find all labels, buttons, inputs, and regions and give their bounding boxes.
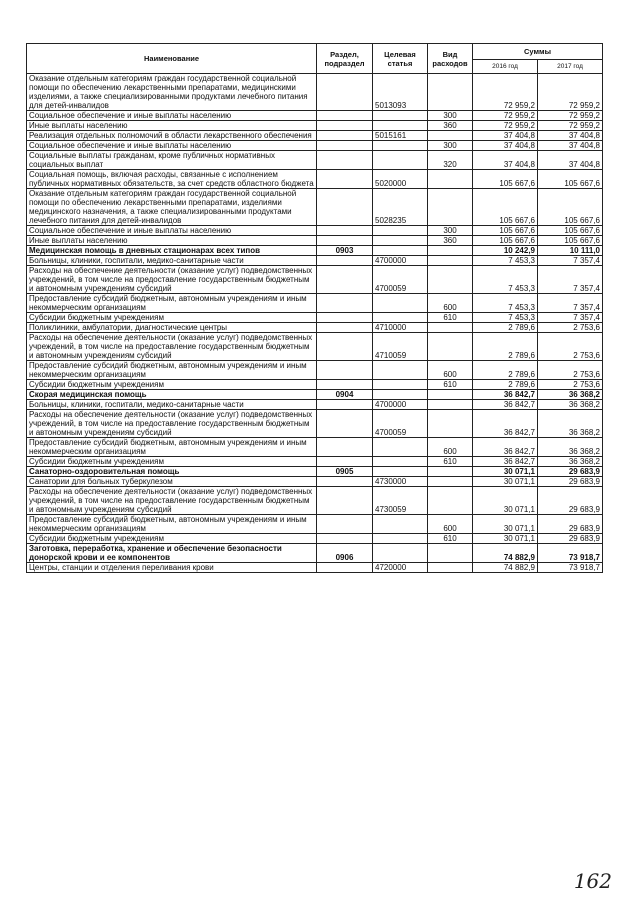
cell-2017: 10 111,0 (538, 246, 603, 256)
cell-kind: 600 (428, 438, 473, 457)
cell-2016: 7 453,3 (473, 256, 538, 266)
cell-2016: 37 404,8 (473, 141, 538, 151)
cell-kind: 600 (428, 294, 473, 313)
cell-name: Санаторно-оздоровительная помощь (27, 467, 317, 477)
cell-target (373, 457, 428, 467)
cell-kind (428, 323, 473, 333)
table-row (27, 563, 603, 573)
cell-section: 0903 (317, 246, 373, 256)
cell-section (317, 121, 373, 131)
table-row (27, 246, 603, 256)
cell-section (317, 294, 373, 313)
table-row (27, 438, 603, 457)
cell-2016: 7 453,3 (473, 266, 538, 294)
cell-2017: 73 918,7 (538, 544, 603, 563)
cell-target (373, 361, 428, 380)
cell-name: Иные выплаты населению (27, 121, 317, 131)
cell-2017: 2 753,6 (538, 333, 603, 361)
cell-kind (428, 467, 473, 477)
cell-2017: 29 683,9 (538, 487, 603, 515)
cell-2017: 36 368,2 (538, 400, 603, 410)
cell-2017: 36 368,2 (538, 457, 603, 467)
cell-kind: 610 (428, 534, 473, 544)
cell-kind (428, 563, 473, 573)
cell-2017: 29 683,9 (538, 515, 603, 534)
cell-2016: 30 071,1 (473, 515, 538, 534)
cell-kind (428, 246, 473, 256)
table-row (27, 256, 603, 266)
table-row (27, 111, 603, 121)
cell-section (317, 141, 373, 151)
col-section-header: Раздел, подраздел (317, 44, 373, 74)
table-row (27, 236, 603, 246)
cell-2017: 2 753,6 (538, 380, 603, 390)
cell-target (373, 313, 428, 323)
cell-section (317, 410, 373, 438)
cell-2017: 105 667,6 (538, 226, 603, 236)
cell-kind: 610 (428, 380, 473, 390)
cell-2016: 30 071,1 (473, 477, 538, 487)
cell-2016: 2 789,6 (473, 323, 538, 333)
cell-target (373, 515, 428, 534)
cell-name: Медицинская помощь в дневных стационарах всех типов (27, 246, 317, 256)
table-body (27, 74, 603, 573)
cell-2017: 72 959,2 (538, 74, 603, 111)
cell-name: Предоставление субсидий бюджетным, автономным учреждениям и иным некоммерческим организациям (27, 515, 317, 534)
cell-section (317, 515, 373, 534)
cell-kind (428, 74, 473, 111)
cell-2016: 10 242,9 (473, 246, 538, 256)
cell-kind (428, 256, 473, 266)
cell-2016: 105 667,6 (473, 189, 538, 226)
cell-kind: 610 (428, 313, 473, 323)
table-header (27, 44, 603, 74)
cell-target (373, 236, 428, 246)
cell-name: Больницы, клиники, госпитали, медико-санитарные части (27, 400, 317, 410)
cell-target (373, 534, 428, 544)
cell-2016: 105 667,6 (473, 236, 538, 246)
cell-kind: 360 (428, 236, 473, 246)
cell-kind (428, 131, 473, 141)
table-row (27, 226, 603, 236)
cell-target: 4700059 (373, 266, 428, 294)
cell-target: 5015161 (373, 131, 428, 141)
cell-kind: 300 (428, 111, 473, 121)
cell-2017: 105 667,6 (538, 170, 603, 189)
cell-2017: 37 404,8 (538, 131, 603, 141)
cell-name: Социальные выплаты гражданам, кроме публичных нормативных социальных выплат (27, 151, 317, 170)
cell-2017: 29 683,9 (538, 467, 603, 477)
table-row (27, 74, 603, 111)
cell-name: Оказание отдельным категориям граждан государственной социальной помощи по обеспечению лекарственными препаратами, медицинскими изделиями, а также специализированными продуктами лечебного питания для детей-инвалидов (27, 74, 317, 111)
cell-target (373, 390, 428, 400)
table-row (27, 121, 603, 131)
col-target-header: Целевая статья (373, 44, 428, 74)
table-row (27, 151, 603, 170)
cell-target: 4730059 (373, 487, 428, 515)
cell-2016: 7 453,3 (473, 313, 538, 323)
cell-2016: 2 789,6 (473, 380, 538, 390)
cell-name: Расходы на обеспечение деятельности (оказание услуг) подведомственных учреждений, в том числе на предоставление государственным бюджетным и автономным учреждениям субсидий (27, 333, 317, 361)
cell-kind: 300 (428, 226, 473, 236)
cell-section (317, 487, 373, 515)
table-row (27, 131, 603, 141)
cell-2016: 36 842,7 (473, 438, 538, 457)
cell-name: Поликлиники, амбулатории, диагностические центры (27, 323, 317, 333)
cell-name: Социальная помощь, включая расходы, связанные с исполнением публичных нормативных обязательств, за счет средств областного бюджета (27, 170, 317, 189)
cell-kind (428, 400, 473, 410)
cell-target (373, 294, 428, 313)
col-2016-header: 2016 год (473, 60, 538, 74)
cell-kind: 610 (428, 457, 473, 467)
cell-2017: 2 753,6 (538, 323, 603, 333)
cell-2016: 72 959,2 (473, 111, 538, 121)
cell-kind: 360 (428, 121, 473, 131)
cell-kind (428, 170, 473, 189)
cell-2016: 2 789,6 (473, 361, 538, 380)
cell-2017: 2 753,6 (538, 361, 603, 380)
cell-kind: 320 (428, 151, 473, 170)
cell-name: Субсидии бюджетным учреждениям (27, 313, 317, 323)
cell-2017: 72 959,2 (538, 111, 603, 121)
cell-name: Субсидии бюджетным учреждениям (27, 534, 317, 544)
table-row (27, 170, 603, 189)
table-row (27, 400, 603, 410)
cell-target: 5028235 (373, 189, 428, 226)
table-row (27, 361, 603, 380)
cell-name: Предоставление субсидий бюджетным, автономным учреждениям и иным некоммерческим организациям (27, 294, 317, 313)
table-row (27, 266, 603, 294)
cell-target (373, 467, 428, 477)
cell-name: Реализация отдельных полномочий в области лекарственного обеспечения (27, 131, 317, 141)
cell-kind: 600 (428, 515, 473, 534)
cell-target (373, 111, 428, 121)
cell-target (373, 544, 428, 563)
cell-target: 4710059 (373, 333, 428, 361)
table-row (27, 457, 603, 467)
cell-2016: 37 404,8 (473, 131, 538, 141)
cell-section: 0906 (317, 544, 373, 563)
cell-2017: 7 357,4 (538, 294, 603, 313)
cell-section (317, 266, 373, 294)
table-row (27, 487, 603, 515)
table-row (27, 141, 603, 151)
cell-name: Социальное обеспечение и иные выплаты населению (27, 141, 317, 151)
cell-name: Расходы на обеспечение деятельности (оказание услуг) подведомственных учреждений, в том числе на предоставление государственным бюджетным и автономным учреждениям субсидий (27, 266, 317, 294)
cell-name: Иные выплаты населению (27, 236, 317, 246)
table-row (27, 313, 603, 323)
table-row (27, 534, 603, 544)
col-2017-header: 2017 год (538, 60, 603, 74)
cell-kind (428, 410, 473, 438)
cell-target: 4700059 (373, 410, 428, 438)
cell-section (317, 236, 373, 246)
cell-kind (428, 333, 473, 361)
page-number: 162 (573, 869, 612, 893)
cell-target (373, 246, 428, 256)
cell-name: Центры, станции и отделения переливания крови (27, 563, 317, 573)
cell-target: 4700000 (373, 256, 428, 266)
cell-name: Расходы на обеспечение деятельности (оказание услуг) подведомственных учреждений, в том числе на предоставление государственным бюджетным и автономным учреждениям субсидий (27, 487, 317, 515)
cell-section (317, 131, 373, 141)
cell-name: Субсидии бюджетным учреждениям (27, 457, 317, 467)
cell-2016: 74 882,9 (473, 544, 538, 563)
table-row (27, 410, 603, 438)
cell-section (317, 477, 373, 487)
cell-2016: 2 789,6 (473, 333, 538, 361)
cell-2016: 7 453,3 (473, 294, 538, 313)
cell-section (317, 400, 373, 410)
cell-name: Предоставление субсидий бюджетным, автономным учреждениям и иным некоммерческим организациям (27, 361, 317, 380)
cell-2016: 105 667,6 (473, 170, 538, 189)
cell-target: 5020000 (373, 170, 428, 189)
table-row (27, 544, 603, 563)
cell-2016: 30 071,1 (473, 487, 538, 515)
cell-target: 4700000 (373, 400, 428, 410)
cell-target: 5013093 (373, 74, 428, 111)
cell-2017: 7 357,4 (538, 313, 603, 323)
cell-2017: 36 368,2 (538, 410, 603, 438)
cell-name: Субсидии бюджетным учреждениям (27, 380, 317, 390)
cell-2017: 105 667,6 (538, 236, 603, 246)
cell-2017: 7 357,4 (538, 266, 603, 294)
table-row (27, 390, 603, 400)
cell-name: Расходы на обеспечение деятельности (оказание услуг) подведомственных учреждений, в том числе на предоставление государственным бюджетным и автономным учреждениям субсидий (27, 410, 317, 438)
cell-name: Скорая медицинская помощь (27, 390, 317, 400)
table-row (27, 323, 603, 333)
cell-section (317, 323, 373, 333)
cell-2017: 29 683,9 (538, 477, 603, 487)
cell-section: 0905 (317, 467, 373, 477)
cell-target (373, 380, 428, 390)
cell-section (317, 170, 373, 189)
cell-kind (428, 266, 473, 294)
cell-target: 4710000 (373, 323, 428, 333)
cell-target: 4730000 (373, 477, 428, 487)
cell-target (373, 151, 428, 170)
col-name-header: Наименование (27, 44, 317, 74)
cell-section (317, 457, 373, 467)
cell-section (317, 313, 373, 323)
cell-section (317, 563, 373, 573)
cell-section (317, 438, 373, 457)
cell-2016: 72 959,2 (473, 121, 538, 131)
cell-section (317, 333, 373, 361)
cell-kind (428, 544, 473, 563)
cell-section (317, 256, 373, 266)
cell-2016: 36 842,7 (473, 457, 538, 467)
cell-target (373, 141, 428, 151)
col-kind-header: Вид расходов (428, 44, 473, 74)
table-row (27, 515, 603, 534)
cell-section (317, 111, 373, 121)
cell-2017: 105 667,6 (538, 189, 603, 226)
cell-2017: 36 368,2 (538, 438, 603, 457)
cell-2016: 74 882,9 (473, 563, 538, 573)
cell-target: 4720000 (373, 563, 428, 573)
cell-target (373, 226, 428, 236)
cell-section (317, 74, 373, 111)
cell-kind (428, 487, 473, 515)
table-row (27, 189, 603, 226)
cell-target (373, 121, 428, 131)
cell-section (317, 226, 373, 236)
table-row (27, 333, 603, 361)
cell-2016: 37 404,8 (473, 151, 538, 170)
cell-2017: 73 918,7 (538, 563, 603, 573)
table-row (27, 380, 603, 390)
cell-2016: 36 842,7 (473, 390, 538, 400)
cell-kind (428, 390, 473, 400)
cell-section (317, 189, 373, 226)
cell-section: 0904 (317, 390, 373, 400)
col-sums-header: Суммы (473, 44, 603, 60)
cell-2017: 72 959,2 (538, 121, 603, 131)
cell-name: Заготовка, переработка, хранение и обеспечение безопасности донорской крови и ее компонентов (27, 544, 317, 563)
cell-kind (428, 189, 473, 226)
cell-name: Социальное обеспечение и иные выплаты населению (27, 226, 317, 236)
cell-2017: 7 357,4 (538, 256, 603, 266)
cell-2017: 37 404,8 (538, 151, 603, 170)
cell-2016: 36 842,7 (473, 410, 538, 438)
table-row (27, 294, 603, 313)
cell-section (317, 151, 373, 170)
cell-2016: 36 842,7 (473, 400, 538, 410)
cell-2017: 36 368,2 (538, 390, 603, 400)
cell-kind: 600 (428, 361, 473, 380)
cell-name: Больницы, клиники, госпитали, медико-санитарные части (27, 256, 317, 266)
cell-2017: 37 404,8 (538, 141, 603, 151)
cell-2016: 105 667,6 (473, 226, 538, 236)
budget-table (26, 43, 603, 573)
cell-name: Предоставление субсидий бюджетным, автономным учреждениям и иным некоммерческим организациям (27, 438, 317, 457)
cell-2016: 30 071,1 (473, 534, 538, 544)
cell-2016: 30 071,1 (473, 467, 538, 477)
table-row (27, 477, 603, 487)
cell-target (373, 438, 428, 457)
cell-2016: 72 959,2 (473, 74, 538, 111)
cell-name: Оказание отдельным категориям граждан государственной социальной помощи по обеспечению лекарственными препаратами, изделиями медицинского назначения, а также специализированными продуктами лечебного питания для детей-инвалидов (27, 189, 317, 226)
table-row (27, 467, 603, 477)
cell-section (317, 534, 373, 544)
cell-2017: 29 683,9 (538, 534, 603, 544)
cell-kind: 300 (428, 141, 473, 151)
cell-name: Социальное обеспечение и иные выплаты населению (27, 111, 317, 121)
cell-section (317, 361, 373, 380)
cell-name: Санатории для больных туберкулезом (27, 477, 317, 487)
cell-section (317, 380, 373, 390)
cell-kind (428, 477, 473, 487)
